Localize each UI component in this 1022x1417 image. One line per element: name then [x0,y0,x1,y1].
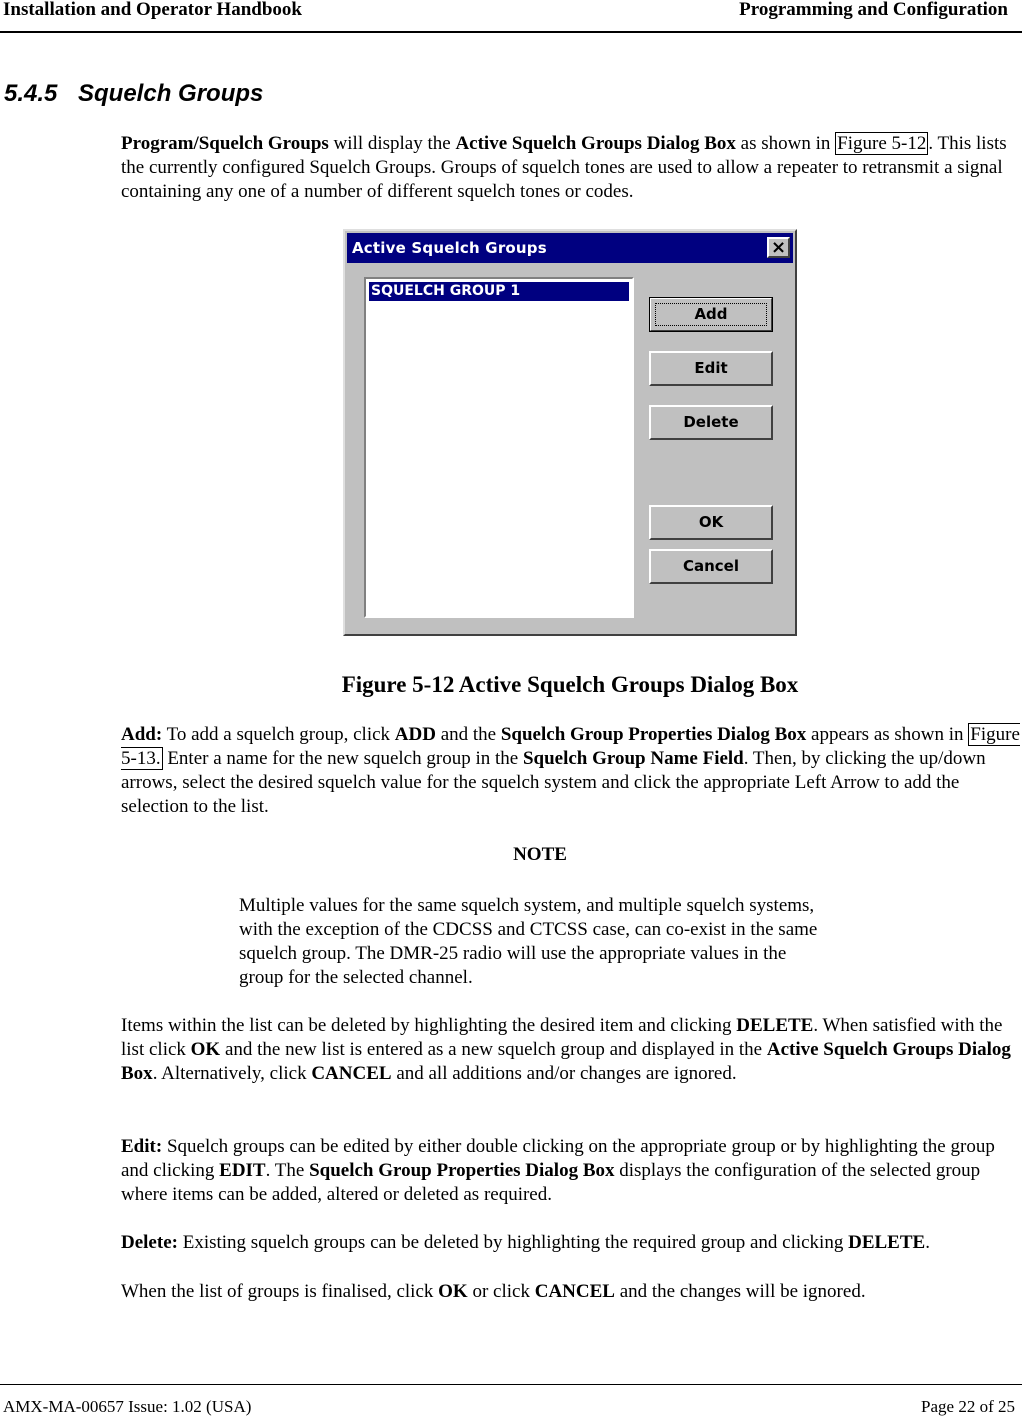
active-squelch-groups-dialog [343,229,797,636]
add-paragraph [121,723,1021,819]
add-bold-1: ADD [394,724,436,745]
dialog-title: Active Squelch Groups [352,239,547,257]
dialog-titlebar [347,233,793,263]
items-text-2: . When satisfied with the list click [121,1015,1003,1060]
close-icon[interactable]: × [767,237,790,258]
edit-button[interactable]: Edit [649,351,773,386]
final-text-2: or click [467,1281,535,1302]
edit-text-2: . The [265,1160,310,1181]
add-text-1: To add a squelch group, click [162,724,395,745]
delete-text-2: . [925,1232,930,1253]
items-bold-3: Active Squelch Groups Dialog Box [121,1039,1011,1084]
add-text-4: Enter a name for the new squelch group in the [162,748,523,769]
list-item[interactable]: SQUELCH GROUP 1 [369,282,629,301]
intro-bold-1: Program/Squelch Groups [121,133,329,154]
edit-text-3: displays the configuration of the selected group where items can be added, altered or deleted as required. [121,1160,981,1205]
final-bold-1: OK [438,1281,468,1302]
delete-button[interactable]: Delete [649,405,773,440]
figure-5-12-link[interactable]: Figure 5-12 [837,133,927,154]
items-bold-1: DELETE [736,1015,814,1036]
intro-text-1: will display the [328,133,456,154]
figure-caption: Figure 5-12 Active Squelch Groups Dialog Box [341,672,799,697]
items-paragraph [121,1014,1021,1086]
add-text-5: . Then, by clicking the up/down arrows, select the desired squelch value for the squelch system and click the appropriate Left Arrow to add the selection to the list. [121,748,986,817]
intro-bold-2: Active Squelch Groups Dialog Box [455,133,736,154]
intro-text-3: . This lists the currently configured Squelch Groups. Groups of squelch tones are used to allow a repeater to retransmit a signal containing any one of a number of different squelch tones or codes. [121,133,1007,202]
items-bold-4: CANCEL [311,1063,392,1084]
intro-paragraph [121,132,1021,204]
delete-paragraph [121,1231,1021,1255]
add-bold-2: Squelch Group Properties Dialog Box [500,724,807,745]
add-label: Add: [121,724,163,745]
delete-label: Delete: [121,1232,178,1253]
items-text-1: Items within the list can be deleted by highlighting the desired item and clicking [121,1015,737,1036]
add-text-3: appears as shown in [806,724,969,745]
footer-doc-id: AMX-MA-00657 Issue: 1.02 (USA) [3,1397,252,1416]
focus-rect [655,303,767,326]
ok-button[interactable]: OK [649,505,773,540]
edit-label: Edit: [121,1136,163,1157]
final-text-1: When the list of groups is finalised, click [121,1281,439,1302]
figure-5-13-link[interactable]: Figure 5-13. [121,724,1020,769]
footer-page-number: Page 22 of 25 [921,1397,1015,1416]
section-number: 5.4.5 [4,80,58,107]
add-button[interactable] [649,297,773,332]
final-paragraph [121,1280,1021,1304]
final-text-3: and the changes will be ignored. [614,1281,866,1302]
header-rule [0,31,1022,33]
items-text-4: . Alternatively, click [152,1063,312,1084]
section-title-text: Squelch Groups [78,80,264,107]
add-bold-3: Squelch Group Name Field [522,748,744,769]
footer-rule [0,1384,1022,1385]
header-right: Programming and Configuration [739,0,1008,20]
note-title: NOTE [513,844,567,865]
items-text-3: and the new list is entered as a new squelch group and displayed in the [220,1039,767,1060]
delete-text-1: Existing squelch groups can be deleted by highlighting the required group and clicking [177,1232,849,1253]
add-text-2: and the [435,724,501,745]
squelch-groups-list[interactable] [364,277,634,618]
section-title [4,80,263,108]
add-button-label: Add [694,305,728,323]
edit-text-1: Squelch groups can be edited by either double clicking on the appropriate group or by highlighting the group and clicking [121,1136,995,1181]
items-text-5: and all additions and/or changes are ignored. [391,1063,737,1084]
edit-bold-2: Squelch Group Properties Dialog Box [309,1160,615,1181]
edit-bold-1: EDIT [219,1160,266,1181]
final-bold-2: CANCEL [534,1281,615,1302]
delete-bold-1: DELETE [848,1232,926,1253]
header-left: Installation and Operator Handbook [3,0,302,20]
intro-text-2: as shown in [735,133,836,154]
items-bold-2: OK [190,1039,221,1060]
cancel-button[interactable]: Cancel [649,549,773,584]
edit-paragraph [121,1135,1021,1207]
note-body: Multiple values for the same squelch system, and multiple squelch systems, with the exception of the CDCSS and CTCSS case, can co-exist in the same squelch group. The DMR-25 radio will use the appropriate values in the group for the selected channel. [239,895,818,988]
